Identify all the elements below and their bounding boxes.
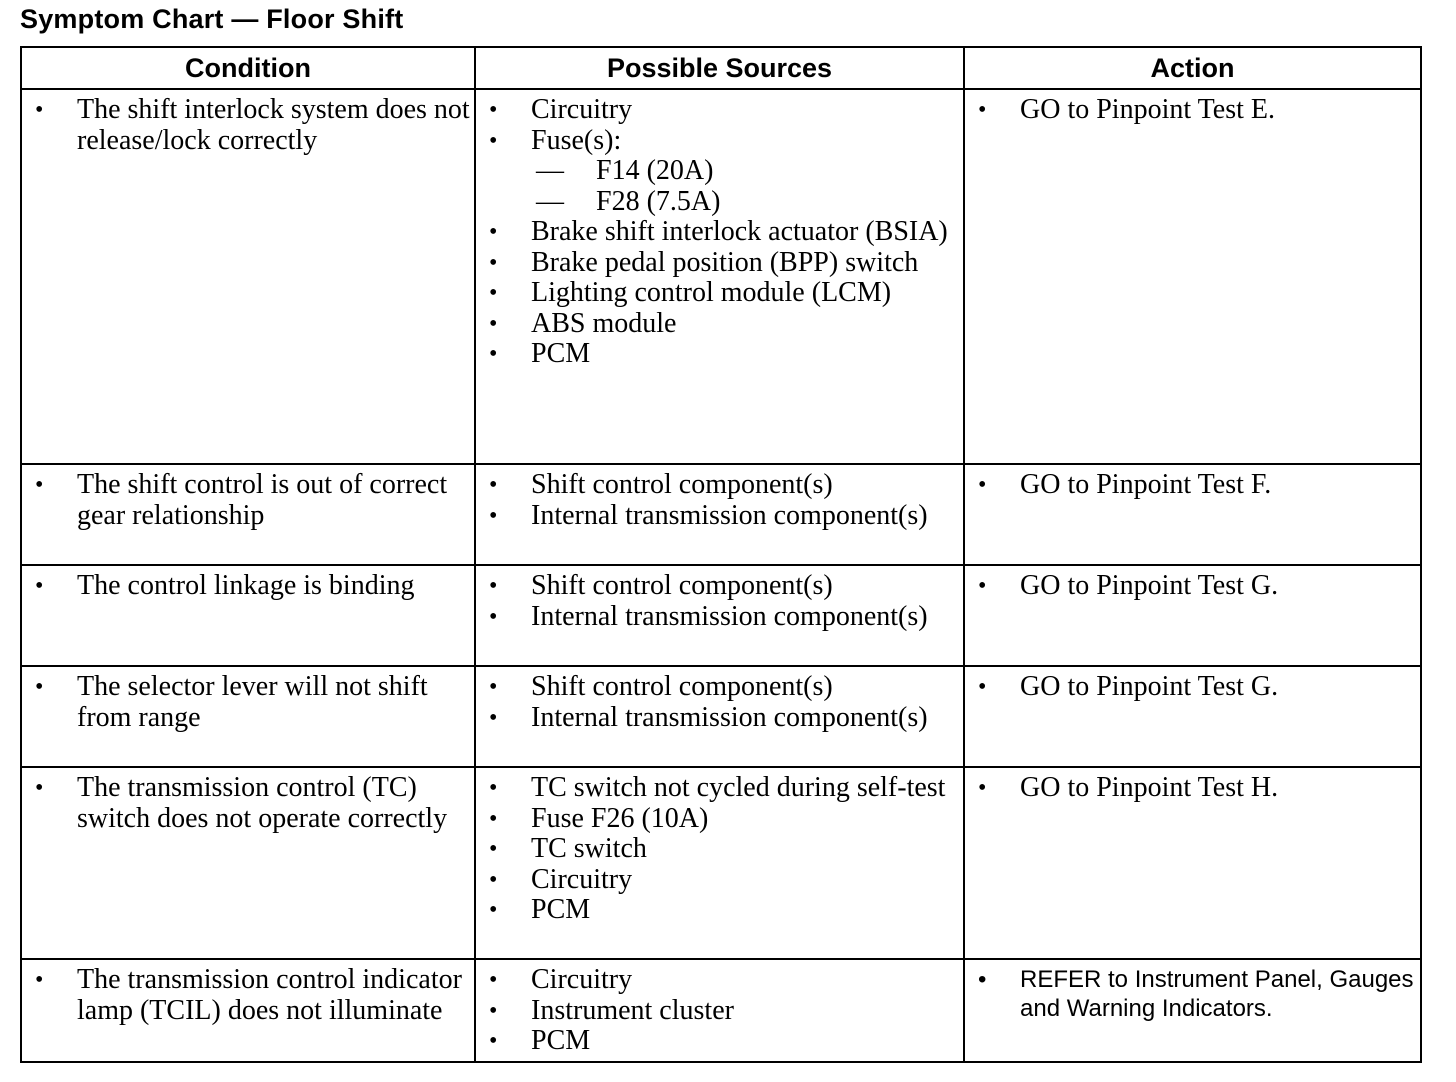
bullet-icon: • xyxy=(489,836,498,862)
source-text: Instrument cluster xyxy=(531,994,734,1026)
list-item xyxy=(476,126,963,157)
list-item xyxy=(476,996,963,1027)
source-text: Brake shift interlock actuator (BSIA) xyxy=(531,216,948,247)
bullet-icon: • xyxy=(489,310,498,337)
source-text: ABS module xyxy=(531,307,677,339)
action-cell xyxy=(964,89,1421,464)
list-item xyxy=(476,501,963,532)
source-text: Internal transmission component(s) xyxy=(531,701,928,733)
bullet-icon: • xyxy=(489,127,498,154)
bullet-icon: • xyxy=(978,966,987,993)
action-cell xyxy=(964,666,1421,767)
action-text: GO to Pinpoint Test F. xyxy=(1020,469,1272,500)
sources-cell xyxy=(475,89,964,464)
condition-text: The shift interlock system does not release/lock correctly xyxy=(77,94,470,156)
list-item xyxy=(22,773,474,834)
action-text: GO to Pinpoint Test H. xyxy=(1020,772,1279,803)
sources-cell xyxy=(475,767,964,959)
header-action: Action xyxy=(964,47,1421,89)
list-item xyxy=(476,339,963,370)
source-text: Lighting control module (LCM) xyxy=(531,277,892,308)
condition-cell xyxy=(21,666,475,767)
bullet-icon: • xyxy=(489,573,498,599)
source-text: Internal transmission component(s) xyxy=(531,499,928,531)
condition-cell xyxy=(21,565,475,666)
list-item xyxy=(965,672,1420,703)
bullet-icon: • xyxy=(35,97,44,123)
list-item xyxy=(22,95,474,156)
list-item xyxy=(476,895,963,926)
source-text: Fuse F26 (10A) xyxy=(531,802,709,834)
list-item xyxy=(476,1026,963,1057)
condition-text: The shift control is out of correct gear relationship xyxy=(77,469,448,531)
source-text: TC switch xyxy=(531,833,647,864)
bullet-icon: • xyxy=(489,1028,498,1054)
sub-list-item xyxy=(476,187,963,218)
source-text: F28 (7.5A) xyxy=(596,185,721,217)
source-text: Circuitry xyxy=(531,964,633,995)
source-text: PCM xyxy=(531,338,591,369)
table-row xyxy=(21,565,1421,666)
source-text: Fuse(s): xyxy=(531,124,622,156)
action-text: GO to Pinpoint Test G. xyxy=(1020,671,1279,702)
action-text: GO to Pinpoint Test E. xyxy=(1020,94,1275,125)
list-item xyxy=(965,773,1420,804)
list-item xyxy=(476,571,963,602)
bullet-icon: • xyxy=(489,897,498,923)
list-item xyxy=(476,602,963,633)
sources-cell xyxy=(475,666,964,767)
bullet-icon: • xyxy=(489,341,498,367)
list-item xyxy=(476,217,963,248)
bullet-icon: • xyxy=(489,603,498,630)
bullet-icon: • xyxy=(978,775,987,801)
source-text: Shift control component(s) xyxy=(531,671,833,702)
chart-title: Symptom Chart — Floor Shift xyxy=(20,4,404,34)
list-item xyxy=(476,965,963,996)
table-row xyxy=(21,767,1421,959)
source-text: Internal transmission component(s) xyxy=(531,600,928,632)
list-item xyxy=(476,95,963,126)
source-text: F14 (20A) xyxy=(596,155,714,186)
sources-cell xyxy=(475,565,964,666)
header-condition: Condition xyxy=(21,47,475,89)
bullet-icon: • xyxy=(978,573,987,599)
table-row xyxy=(21,959,1421,1062)
condition-text: The transmission control (TC) switch does not operate correctly xyxy=(77,772,448,834)
list-item xyxy=(476,672,963,703)
bullet-icon: • xyxy=(489,219,498,245)
bullet-icon: • xyxy=(978,472,987,498)
bullet-icon: • xyxy=(489,704,498,731)
bullet-icon: • xyxy=(35,674,44,700)
bullet-icon: • xyxy=(489,674,498,700)
header-possible-sources: Possible Sources xyxy=(475,47,964,89)
bullet-icon: • xyxy=(489,997,498,1024)
list-item xyxy=(965,470,1420,501)
condition-text: The selector lever will not shift from range xyxy=(77,671,428,733)
action-cell xyxy=(964,767,1421,959)
condition-text: The transmission control indicator lamp (TCIL) does not illuminate xyxy=(77,964,462,1026)
bullet-icon: • xyxy=(35,967,44,993)
header-row xyxy=(21,47,1421,89)
table-row xyxy=(21,666,1421,767)
condition-cell xyxy=(21,767,475,959)
source-text: Shift control component(s) xyxy=(531,469,833,500)
source-text: PCM xyxy=(531,1025,591,1056)
dash-icon: — xyxy=(536,155,564,186)
condition-cell xyxy=(21,959,475,1062)
sources-cell xyxy=(475,959,964,1062)
bullet-icon: • xyxy=(978,97,987,123)
bullet-icon: • xyxy=(489,502,498,529)
source-text: PCM xyxy=(531,894,591,925)
bullet-icon: • xyxy=(35,472,44,498)
table-row xyxy=(21,464,1421,565)
sources-cell xyxy=(475,464,964,565)
list-item xyxy=(965,571,1420,602)
action-cell xyxy=(964,464,1421,565)
list-item xyxy=(476,773,963,804)
action-text: GO to Pinpoint Test G. xyxy=(1020,570,1279,601)
action-cell xyxy=(964,565,1421,666)
bullet-icon: • xyxy=(489,967,498,993)
list-item xyxy=(476,278,963,309)
condition-text: The control linkage is binding xyxy=(77,570,415,601)
list-item xyxy=(476,865,963,896)
bullet-icon: • xyxy=(489,805,498,832)
bullet-icon: • xyxy=(489,97,498,123)
table-row xyxy=(21,89,1421,464)
list-item xyxy=(476,309,963,340)
list-item xyxy=(476,834,963,865)
bullet-icon: • xyxy=(489,472,498,498)
list-item xyxy=(22,965,474,1026)
bullet-icon: • xyxy=(489,280,498,306)
source-text: Circuitry xyxy=(531,94,633,125)
bullet-icon: • xyxy=(489,249,498,276)
bullet-icon: • xyxy=(489,775,498,801)
list-item xyxy=(476,804,963,835)
list-item xyxy=(476,703,963,734)
bullet-icon: • xyxy=(978,674,987,700)
bullet-icon: • xyxy=(489,866,498,893)
condition-cell xyxy=(21,464,475,565)
symptom-table xyxy=(20,46,1422,1063)
dash-icon: — xyxy=(536,185,564,217)
bullet-icon: • xyxy=(35,573,44,599)
condition-cell xyxy=(21,89,475,464)
action-text: REFER to Instrument Panel, Gauges and Warning Indicators. xyxy=(1020,966,1414,1022)
list-item xyxy=(965,95,1420,126)
list-item xyxy=(22,672,474,733)
source-text: Brake pedal position (BPP) switch xyxy=(531,246,919,278)
source-text: Circuitry xyxy=(531,863,633,895)
action-cell xyxy=(964,959,1421,1062)
sub-list-item xyxy=(476,156,963,187)
source-text: TC switch not cycled during self-test xyxy=(531,772,946,803)
source-text: Shift control component(s) xyxy=(531,570,833,601)
list-item xyxy=(22,470,474,531)
list-item xyxy=(22,571,474,602)
list-item xyxy=(476,248,963,279)
list-item xyxy=(965,965,1420,1023)
list-item xyxy=(476,470,963,501)
bullet-icon: • xyxy=(35,775,44,801)
